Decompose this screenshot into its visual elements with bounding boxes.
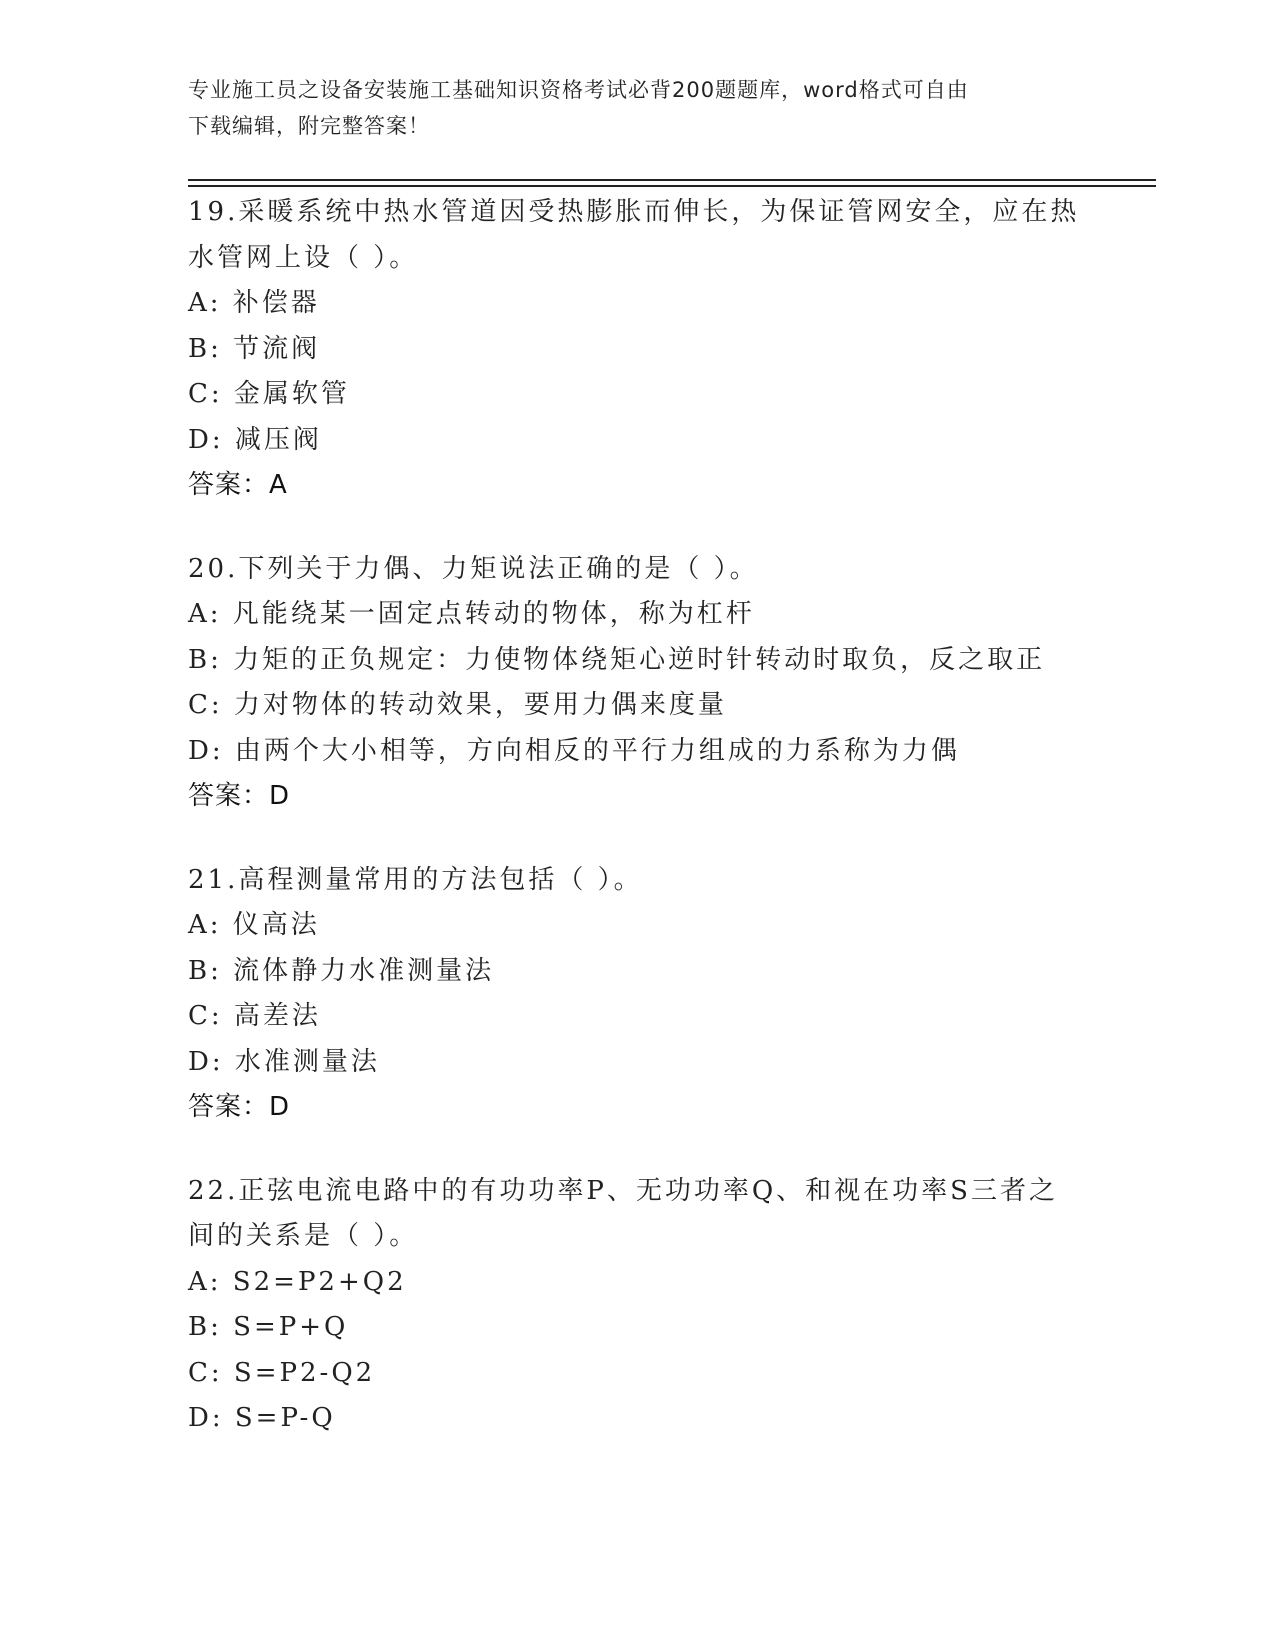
- option-a: A: 补偿器: [188, 288, 320, 318]
- question-stem: 22.正弦电流电路中的有功功率P、无功功率Q、和视在功率S三者之: [188, 1175, 1058, 1206]
- option-d: D: S=P-Q: [188, 1403, 336, 1433]
- option-b: B: 流体静力水准测量法: [188, 955, 495, 986]
- question-19: [188, 190, 1088, 509]
- answer: 答案：D: [188, 1092, 291, 1122]
- question-stem-continued: 水管网上设（ ）。: [188, 242, 419, 273]
- option-a: A: 仪高法: [188, 910, 320, 940]
- question-20: [188, 547, 1088, 820]
- answer: 答案：D: [188, 781, 291, 811]
- option-d: D: 减压阀: [188, 424, 322, 455]
- option-a: A: S2=P2+Q2: [188, 1266, 407, 1297]
- option-d: D: 水准测量法: [188, 1046, 380, 1077]
- option-b: B: S=P+Q: [188, 1312, 349, 1342]
- option-b: B: 节流阀: [188, 333, 321, 364]
- header-divider-top: [188, 179, 1156, 181]
- option-c: C: S=P2-Q2: [188, 1357, 376, 1388]
- question-stem: 21.高程测量常用的方法包括（ ）。: [188, 864, 643, 895]
- question-22: [188, 1169, 1088, 1442]
- document-header: [188, 72, 1068, 144]
- question-stem-continued: 间的关系是（ ）。: [188, 1221, 419, 1251]
- option-a: A: 凡能绕某一固定点转动的物体，称为杠杆: [188, 599, 755, 629]
- option-d: D: 由两个大小相等，方向相反的平行力组成的力系称为力偶: [188, 735, 960, 766]
- option-b: B: 力矩的正负规定：力使物体绕矩心逆时针转动时取负，反之取正: [188, 644, 1046, 675]
- header-divider-bottom: [188, 185, 1156, 187]
- option-c: C: 金属软管: [188, 379, 350, 409]
- header-line-1: 专业施工员之设备安装施工基础知识资格考试必背200题题库，word格式可自由: [188, 78, 969, 102]
- option-c: C: 高差法: [188, 1001, 321, 1031]
- header-line-2: 下载编辑，附完整答案！: [188, 114, 430, 138]
- option-c: C: 力对物体的转动效果，要用力偶来度量: [188, 690, 727, 720]
- question-list: [188, 190, 1088, 1480]
- question-stem: 20.下列关于力偶、力矩说法正确的是（ ）。: [188, 553, 759, 584]
- question-21: [188, 858, 1088, 1131]
- question-stem: 19.采暖系统中热水管道因受热膨胀而伸长，为保证管网安全，应在热: [188, 197, 1080, 227]
- answer: 答案：A: [188, 470, 288, 500]
